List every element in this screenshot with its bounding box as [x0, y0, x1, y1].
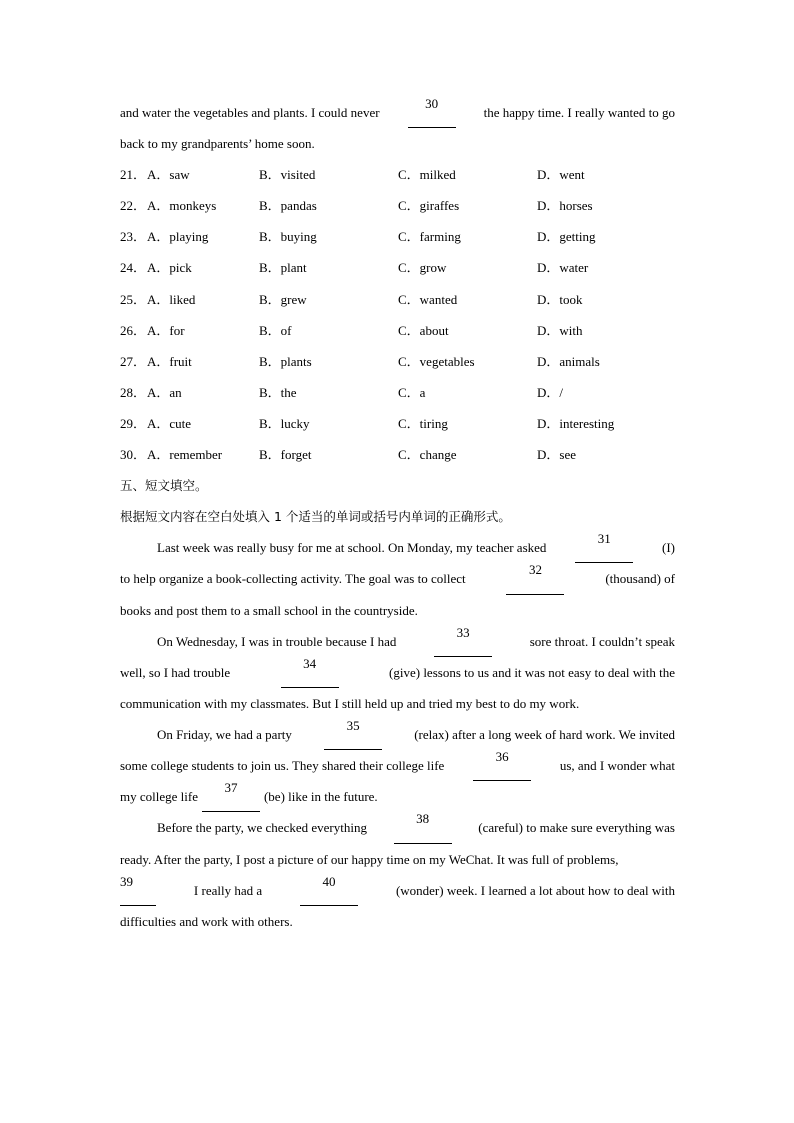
option-b: B．plants	[259, 353, 312, 369]
p2-text-before-2: well, so I had trouble	[120, 664, 231, 680]
option-b: B．buying	[259, 229, 317, 245]
option-row	[120, 346, 675, 377]
blank-36: 36	[473, 750, 531, 781]
p4-text-before: Before the party, we checked everything	[157, 820, 367, 836]
option-c: C．tiring	[398, 415, 448, 431]
option-d: D．animals	[537, 353, 600, 369]
option-d: D．with	[537, 322, 583, 338]
p4-text-mid: I really had a	[193, 882, 263, 898]
p1-text-after: (I)	[662, 540, 675, 556]
option-a: A．pick	[147, 260, 192, 276]
option-b: B．lucky	[259, 415, 310, 431]
question-number: 28．	[120, 384, 147, 400]
question-number: 30．	[120, 447, 147, 463]
intro-text-after: the happy time. I really wanted to go	[483, 105, 675, 120]
option-row	[120, 221, 675, 252]
option-a: A．cute	[147, 415, 192, 431]
option-a: A．playing	[147, 229, 209, 245]
option-row	[120, 252, 675, 283]
intro-text-before: and water the vegetables and plants. I could never	[120, 105, 380, 120]
p2-line-1	[120, 626, 675, 657]
p2-line-3: communication with my classmates. But I still held up and tried my best to do my work.	[120, 695, 580, 711]
option-c: C．grow	[398, 260, 447, 276]
option-a: A．an	[147, 384, 182, 400]
section-heading: 五、短文填空。	[120, 478, 208, 494]
blank-33: 33	[434, 626, 492, 657]
option-row	[120, 284, 675, 315]
section-instruction: 根据短文内容在空白处填入 1 个适当的单词或括号内单词的正确形式。	[120, 509, 511, 525]
option-c: C．vegetables	[398, 353, 475, 369]
question-number: 29．	[120, 415, 147, 431]
intro-line-1	[120, 97, 675, 128]
p1-line-3: books and post them to a small school in the countryside.	[120, 602, 418, 618]
option-c: C．a	[398, 384, 426, 400]
options-list	[120, 159, 675, 470]
question-number: 24．	[120, 260, 147, 276]
p2-text-after: sore throat. I couldn’t speak	[529, 633, 675, 649]
option-b: B．grew	[259, 291, 307, 307]
option-a: A．monkeys	[147, 198, 217, 214]
p3-line-2	[120, 750, 675, 781]
p3-text-before-2: some college students to join us. They shared their college life	[120, 758, 445, 774]
blank-30: 30	[408, 97, 456, 128]
option-a: A．remember	[147, 447, 223, 463]
option-d: D．see	[537, 447, 576, 463]
option-c: C．wanted	[398, 291, 458, 307]
option-a: A．saw	[147, 167, 190, 183]
p1-text-before: Last week was really busy for me at school. On Monday, my teacher asked	[157, 540, 547, 556]
option-b: B．plant	[259, 260, 307, 276]
question-number: 27．	[120, 353, 147, 369]
option-c: C．milked	[398, 167, 456, 183]
p4-text-after-3: (wonder) week. I learned a lot about how to deal with	[395, 882, 675, 898]
question-number: 22．	[120, 198, 147, 214]
option-d: D．took	[537, 291, 583, 307]
question-number: 21．	[120, 167, 147, 183]
option-row	[120, 408, 675, 439]
blank-35: 35	[324, 719, 382, 750]
option-a: A．liked	[147, 291, 196, 307]
document-page	[120, 97, 675, 937]
option-a: A．fruit	[147, 353, 192, 369]
blank-40: 40	[300, 875, 358, 906]
blank-37: 37	[202, 781, 260, 812]
option-row	[120, 377, 675, 408]
p4-line-1	[120, 812, 675, 843]
p3-line-3	[120, 781, 675, 812]
p2-text-before: On Wednesday, I was in trouble because I had	[157, 633, 397, 649]
p1-text-after-2: (thousand) of	[605, 571, 675, 587]
option-d: D．horses	[537, 198, 593, 214]
p1-line-1	[120, 532, 675, 563]
blank-32: 32	[506, 563, 564, 594]
p4-line-2: ready. After the party, I post a picture of our happy time on my WeChat. It was full of problems,	[120, 851, 619, 867]
option-row	[120, 190, 675, 221]
p1-line-2	[120, 563, 675, 594]
option-b: B．pandas	[259, 198, 317, 214]
option-d: D．water	[537, 260, 589, 276]
p2-text-after-2: (give) lessons to us and it was not easy to deal with the	[389, 664, 675, 680]
intro-line-2: back to my grandparents’ home soon.	[120, 136, 315, 152]
option-c: C．farming	[398, 229, 461, 245]
p4-text-after: (careful) to make sure everything was	[478, 820, 675, 836]
option-c: C．giraffes	[398, 198, 460, 214]
p3-text-before: On Friday, we had a party	[157, 726, 292, 742]
option-b: B．the	[259, 384, 297, 400]
option-d: D．went	[537, 167, 585, 183]
option-b: B．forget	[259, 447, 312, 463]
blank-34: 34	[281, 657, 339, 688]
blank-31: 31	[575, 532, 633, 563]
p3-text-after-2: us, and I wonder what	[559, 758, 675, 774]
option-d: D．/	[537, 384, 564, 400]
option-row	[120, 159, 675, 190]
option-row	[120, 439, 675, 470]
option-b: B．visited	[259, 167, 316, 183]
option-d: D．getting	[537, 229, 596, 245]
option-c: C．change	[398, 447, 457, 463]
p4-line-3	[120, 875, 675, 906]
question-number: 23．	[120, 229, 147, 245]
p4-line-4: difficulties and work with others.	[120, 913, 293, 929]
option-b: B．of	[259, 322, 292, 338]
blank-39: 39	[120, 875, 156, 906]
p3-text-after: (relax) after a long week of hard work. We invited	[414, 726, 675, 742]
question-number: 25．	[120, 291, 147, 307]
p2-line-2	[120, 657, 675, 688]
option-d: D．interesting	[537, 415, 615, 431]
question-number: 26．	[120, 322, 147, 338]
option-row	[120, 315, 675, 346]
p3-line-1	[120, 719, 675, 750]
p3-text-before-3: my college life	[120, 789, 198, 805]
option-a: A．for	[147, 322, 185, 338]
option-c: C．about	[398, 322, 449, 338]
p1-text-before-2: to help organize a book-collecting activity. The goal was to collect	[120, 571, 466, 587]
p3-text-after-3: (be) like in the future.	[263, 789, 378, 805]
blank-38: 38	[394, 812, 452, 843]
